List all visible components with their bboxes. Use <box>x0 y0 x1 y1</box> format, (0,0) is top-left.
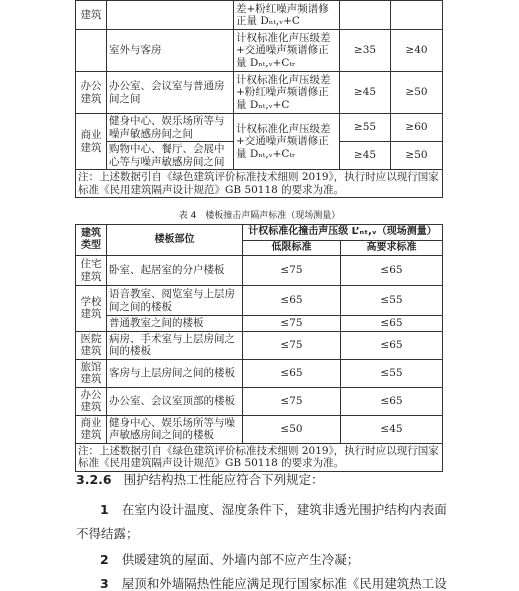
location-cell <box>107 1 234 30</box>
clause-number: 3 <box>100 576 109 591</box>
low-standard-cell: ≤65 <box>243 286 341 316</box>
location-cell: 病房、手术室与上层房间之间的楼板 <box>107 331 243 359</box>
low-standard-cell: ≥35 <box>340 30 391 72</box>
category-cell: 商业建筑 <box>76 114 107 170</box>
header-building-type: 建筑类型 <box>76 225 107 256</box>
table-note: 注：上述数据引自《绿色建筑评价标准技术细则 2019》，执行时应以现行国家标准《民用建筑隔声设计规范》GB 50118 的要求为准。 <box>76 170 443 198</box>
metric-cell: 计权标准化声压级差+粉红噪声频谱修正量 Dₙₜ,ᵥ+C <box>234 72 340 114</box>
type-cell: 医院建筑 <box>76 331 107 359</box>
category-cell: 建筑 <box>76 1 107 30</box>
high-standard-cell <box>391 1 443 30</box>
low-standard-cell: ≤75 <box>243 256 341 286</box>
clause-continuation: 不得结露； <box>76 526 139 541</box>
location-cell: 普通教室之间的楼板 <box>107 316 243 332</box>
clause-text: 供暖建筑的屋面、外墙内部不应产生冷凝； <box>121 552 360 567</box>
location-cell: 室外与客房 <box>107 30 234 72</box>
type-cell: 学校建筑 <box>76 286 107 332</box>
location-cell: 客房与上层房间之间的楼板 <box>107 359 243 387</box>
high-standard-cell: ≤45 <box>341 415 443 443</box>
high-standard-cell: ≥50 <box>391 72 443 114</box>
high-standard-cell: ≤65 <box>341 256 443 286</box>
section-number: 3.2.6 <box>76 472 112 487</box>
clause-number: 1 <box>100 502 109 517</box>
location-cell: 健身中心、娱乐场所等与噪声敏感房间之间 <box>107 114 234 142</box>
type-cell: 办公建筑 <box>76 387 107 415</box>
header-high-standard: 高要求标准 <box>341 240 443 256</box>
low-standard-cell: ≥55 <box>340 114 391 142</box>
table-4-caption: 表 4 楼板撞击声隔声标准（现场测量） <box>178 211 341 221</box>
location-cell: 语音教室、阅览室与上层房间之间的楼板 <box>107 286 243 316</box>
high-standard-cell: ≥40 <box>391 30 443 72</box>
sound-insulation-table-continued <box>75 0 443 198</box>
category-cell <box>76 30 107 72</box>
low-standard-cell: ≥45 <box>340 72 391 114</box>
header-floor-location: 楼板部位 <box>107 225 243 256</box>
low-standard-cell: ≤75 <box>243 316 341 332</box>
low-standard-cell: ≤50 <box>243 415 341 443</box>
clause-item <box>100 502 447 517</box>
section-title: 围护结构热工性能应符合下列规定： <box>123 472 324 487</box>
low-standard-cell: ≤75 <box>243 387 341 415</box>
clause-text: 屋顶和外墙隔热性能应满足现行国家标准《民用建筑热工设 <box>121 576 447 591</box>
low-standard-cell: ≤65 <box>243 359 341 387</box>
floor-impact-sound-table <box>75 224 443 472</box>
section-heading <box>76 472 324 487</box>
high-standard-cell: ≥60 <box>391 114 443 142</box>
location-cell: 购物中心、餐厅、会展中心等与噪声敏感房间之间 <box>107 142 234 170</box>
type-cell: 旅馆建筑 <box>76 359 107 387</box>
low-standard-cell: ≤75 <box>243 331 341 359</box>
high-standard-cell: ≤55 <box>341 286 443 316</box>
metric-cell: 差+粉红噪声频谱修正量 Dₙₜ,ᵥ+C <box>234 1 340 30</box>
high-standard-cell: ≤55 <box>341 359 443 387</box>
high-standard-cell: ≤65 <box>341 316 443 332</box>
location-cell: 办公室、会议室顶部的楼板 <box>107 387 243 415</box>
metric-cell: 计权标准化声压级差+交通噪声频谱修正量 Dₙₜ,ᵥ+Cₜᵣ <box>234 114 340 170</box>
low-standard-cell <box>340 1 391 30</box>
low-standard-cell: ≥45 <box>340 142 391 170</box>
type-cell: 住宅建筑 <box>76 256 107 286</box>
high-standard-cell: ≤65 <box>341 331 443 359</box>
location-cell: 办公室、会议室与普通房间之间 <box>107 72 234 114</box>
location-cell: 健身中心、娱乐场所等与噪声敏感房间之间的楼板 <box>107 415 243 443</box>
clause-number: 2 <box>100 552 109 567</box>
table-note: 注：上述数据引自《绿色建筑评价标准技术细则 2019》，执行时应以现行国家标准《民用建筑隔声设计规范》GB 50118 的要求为准。 <box>76 443 443 471</box>
category-cell: 办公建筑 <box>76 72 107 114</box>
header-low-standard: 低限标准 <box>243 240 341 256</box>
metric-cell: 计权标准化声压级差+交通噪声频谱修正量 Dₙₜ,ᵥ+Cₜᵣ <box>234 30 340 72</box>
high-standard-cell: ≥50 <box>391 142 443 170</box>
clause-item <box>100 552 359 567</box>
clause-item <box>100 576 447 591</box>
clause-text: 在室内设计温度、湿度条件下，建筑非透光围护结构内表面 <box>121 502 447 517</box>
location-cell: 卧室、起居室的分户楼板 <box>107 256 243 286</box>
header-impact-metric: 计权标准化撞击声压级 L’ₙₜ,ᵥ（现场测量） <box>243 225 443 241</box>
high-standard-cell: ≤65 <box>341 387 443 415</box>
type-cell: 商业建筑 <box>76 415 107 443</box>
